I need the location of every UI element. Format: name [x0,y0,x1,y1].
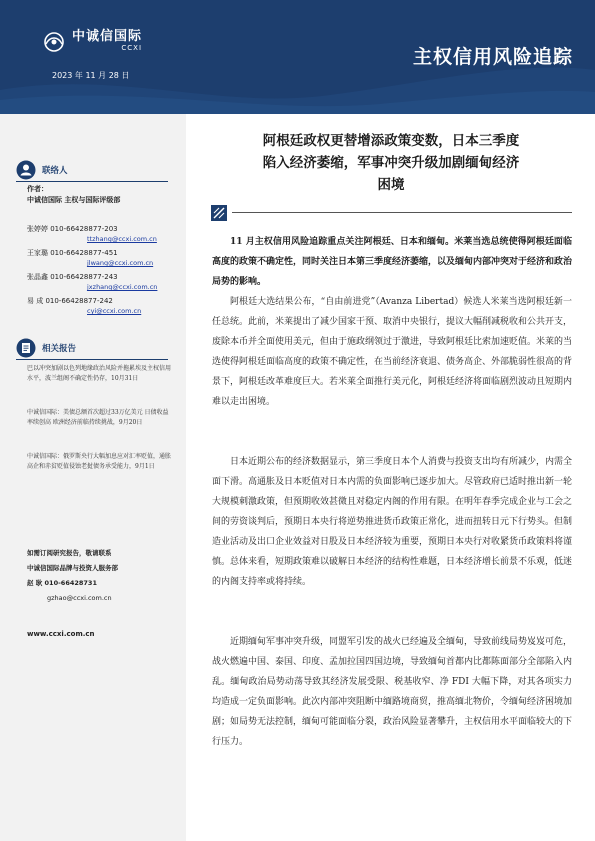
main-title [196,130,586,196]
title-divider [232,212,572,213]
related-report-link[interactable]: 中诚信国际：美债总额首次超过33万亿美元 日债收益率续创高 欧洲经济前临持续挑战，9月20日 [27,409,169,426]
report-type-title: 主权信用风险追踪 [412,46,573,68]
title-line: 困境 [377,177,405,193]
contact-divider [16,181,168,182]
subscribe-line: 如需订阅研究报告，敬请联系 [27,549,112,557]
contact-email-link[interactable]: cyi@ccxi.com.cn [87,307,142,315]
contact-item [27,248,153,268]
contact-section-heading [16,160,68,180]
body-paragraph: 阿根廷大选结果公布，“自由前进党”（Avanza Libertad）候选人米莱当选阿根廷新一任总统。此前，米莱提出了减少国家干预、取消中央银行，提议大幅削减税收和公共开支，废除本币并全面使用美元，但由于施政纲领过于激进，导致阿根廷比索加速贬值。米莱的当选使得阿根廷面临高度的政策不确定性，在当前经济衰退、债务高企、外部脆弱性很高的背景下，阿根廷改革难度巨大。若米莱全面推行美元化，阿根廷经济将面临剧烈波动且短期内难以走出困境。 [212,297,573,407]
company-logo [40,30,142,53]
logo-english: CCXI [121,44,143,52]
title-line: 陷入经济萎缩，军事冲突升级加剧缅甸经济 [262,155,520,171]
document-icon [16,338,36,358]
related-report-link[interactable]: 巴以冲突加剧以色列地缘政治风险并拖累埃及主权信用水平，波兰组阁不确定性仍存，10月31日 [27,365,172,382]
related-section-heading [16,338,76,358]
summary-paragraph: 11 月主权信用风险追踪重点关注阿根廷、日本和缅甸。米莱当选总统使得阿根廷面临高度的政策不确定性，同时关注日本第三季度经济萎缩，以及缅甸内部冲突对于经济和政治局势的影响。 [212,237,573,287]
contact-name-phone: 张晶鑫 010-66428877-243 [27,273,118,281]
logo-emblem-icon [40,31,68,53]
person-icon [16,160,36,180]
contact-name-phone: 易 成 010-66428877-242 [27,297,113,305]
subscribe-email[interactable]: gzhao@ccxi.com.cn [47,594,112,602]
website-link[interactable]: www.ccxi.com.cn [27,630,95,638]
contact-heading-label: 联络人 [42,166,68,176]
body-paragraph: 日本近期公布的经济数据显示，第三季度日本个人消费与投资支出均有所减少，内需全面下滑。高通胀及日本贬值对日本内需的负面影响已逐步加大。尽管政府已适时推出新一轮大规模刺激政策，但预期收效甚微且对稳定内阁的作用有限。在明年春季完成企业与工会之间的劳资谈判后，预期日本央行将逆势推进货币政策正常化，进而扭转日元下行势头。但制造业活动及出口企业效益对日股及日本经济较为重要，预期日本央行对收紧货币政策料将谨慎。总体来看，短期政策难以破解日本经济的结构性难题，日本经济增长前景不乐观，低迷的内阁支持率或将持续。 [212,457,573,587]
author-block [27,184,120,206]
contact-email-link[interactable]: ttzhang@ccxi.com.cn [87,235,157,243]
related-report-link[interactable]: 中诚信国际：俄罗斯央行大幅加息应对汇率贬值，通胀高企和赤贫贬值侵蚀老挝债务承受能力，9月1日 [27,453,172,470]
title-line: 阿根廷政权更替增添政策变数，日本三季度 [262,133,520,149]
subscribe-contact: 赵 耿 010-66428731 [27,579,97,587]
section-marker-icon [210,204,228,222]
report-header [0,0,595,114]
author-label: 作者： [27,185,48,193]
contact-item [27,272,157,292]
related-heading-label: 相关报告 [42,344,77,354]
contact-name-phone: 王家璐 010-66428877-451 [27,249,118,257]
contact-email-link[interactable]: jxzhang@ccxi.com.cn [87,283,158,291]
related-divider [16,359,168,360]
contact-email-link[interactable]: jlwang@ccxi.com.cn [87,259,154,267]
subscription-block [27,546,118,606]
contact-item [27,224,157,244]
contact-item [27,296,141,316]
contact-name-phone: 张婷婷 010-66428877-203 [27,225,118,233]
logo-chinese: 中诚信国际 [72,29,143,44]
logo-text [72,30,142,53]
body-paragraph: 近期缅甸军事冲突升级，同盟军引发的战火已经遍及全缅甸，导致前线局势岌岌可危，战火燃遍中国、泰国、印度、孟加拉国四国边境，导致缅甸首都内比都陈面部分全部陷入内乱。缅甸政治局势动荡导致其经济发展受限、税基收窄、净 FDI 大幅下降，对其各项实力均造成一定负面影响。此次内部冲突阻断中缅路境商贸，推高缅北物价，令缅甸经济困境加剧；如局势无法控制，缅甸可能面临分裂，政治风险显著攀升，主权信用水平面临较大的下行压力。 [212,637,573,747]
subscribe-dept: 中诚信国际品牌与投资人服务部 [27,564,118,572]
report-date: 2023 年 11 月 28 日 [52,71,130,80]
author-org: 中诚信国际 主权与国际评级部 [27,196,121,204]
